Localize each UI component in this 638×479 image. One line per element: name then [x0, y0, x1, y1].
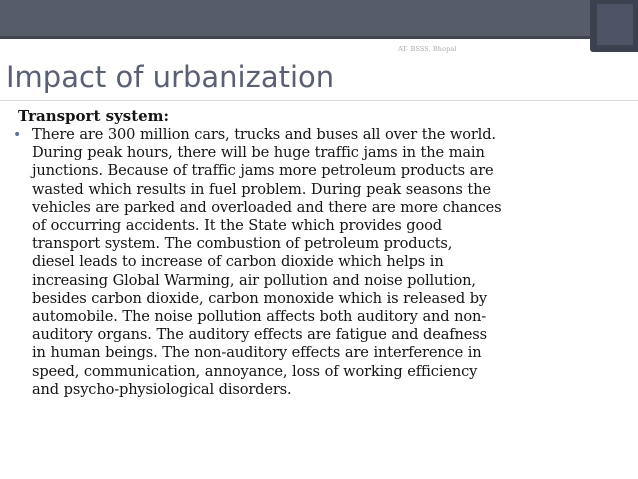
slide-title: Impact of urbanization	[6, 60, 335, 94]
text-line: increasing Global Warming, air pollution and noise pollution,	[32, 271, 476, 289]
text-line: speed, communication, annoyance, loss of working efficiency	[32, 362, 478, 380]
text-line: diesel leads to increase of carbon dioxide which helps in	[32, 253, 444, 271]
text-line: automobile. The noise pollution affects both auditory and non-	[32, 308, 487, 326]
header-band	[0, 0, 638, 36]
slide-body	[13, 106, 633, 399]
text-line: During peak hours, there will be huge traffic jams in the main	[32, 144, 485, 162]
slide-footer: AT- BSSS, Bhopal	[398, 45, 457, 53]
text-line: auditory organs. The auditory effects are fatigue and deafness	[32, 326, 487, 344]
bullet-icon: •	[13, 127, 22, 143]
text-line: besides carbon dioxide, carbon monoxide which is released by	[32, 289, 488, 307]
text-line: transport system. The combustion of petroleum products,	[32, 235, 453, 253]
title-divider	[0, 100, 638, 101]
text-line: of occurring accidents. It the State which provides good	[32, 217, 442, 235]
text-line: and psycho-physiological disorders.	[32, 380, 292, 398]
section-heading: Transport system:	[18, 107, 170, 125]
text-line: wasted which results in fuel problem. During peak seasons the	[32, 180, 491, 198]
corner-tab-inner	[597, 4, 633, 45]
text-line: There are 300 million cars, trucks and buses all over the world.	[32, 126, 496, 143]
header-band-accent	[0, 36, 638, 39]
text-line: junctions. Because of traffic jams more petroleum products are	[32, 162, 494, 180]
bullet-item	[13, 126, 633, 399]
bullet-text	[32, 126, 633, 399]
text-line: vehicles are parked and overloaded and there are more chances	[32, 198, 502, 216]
text-line: in human beings. The non-auditory effects are interference in	[32, 344, 482, 362]
